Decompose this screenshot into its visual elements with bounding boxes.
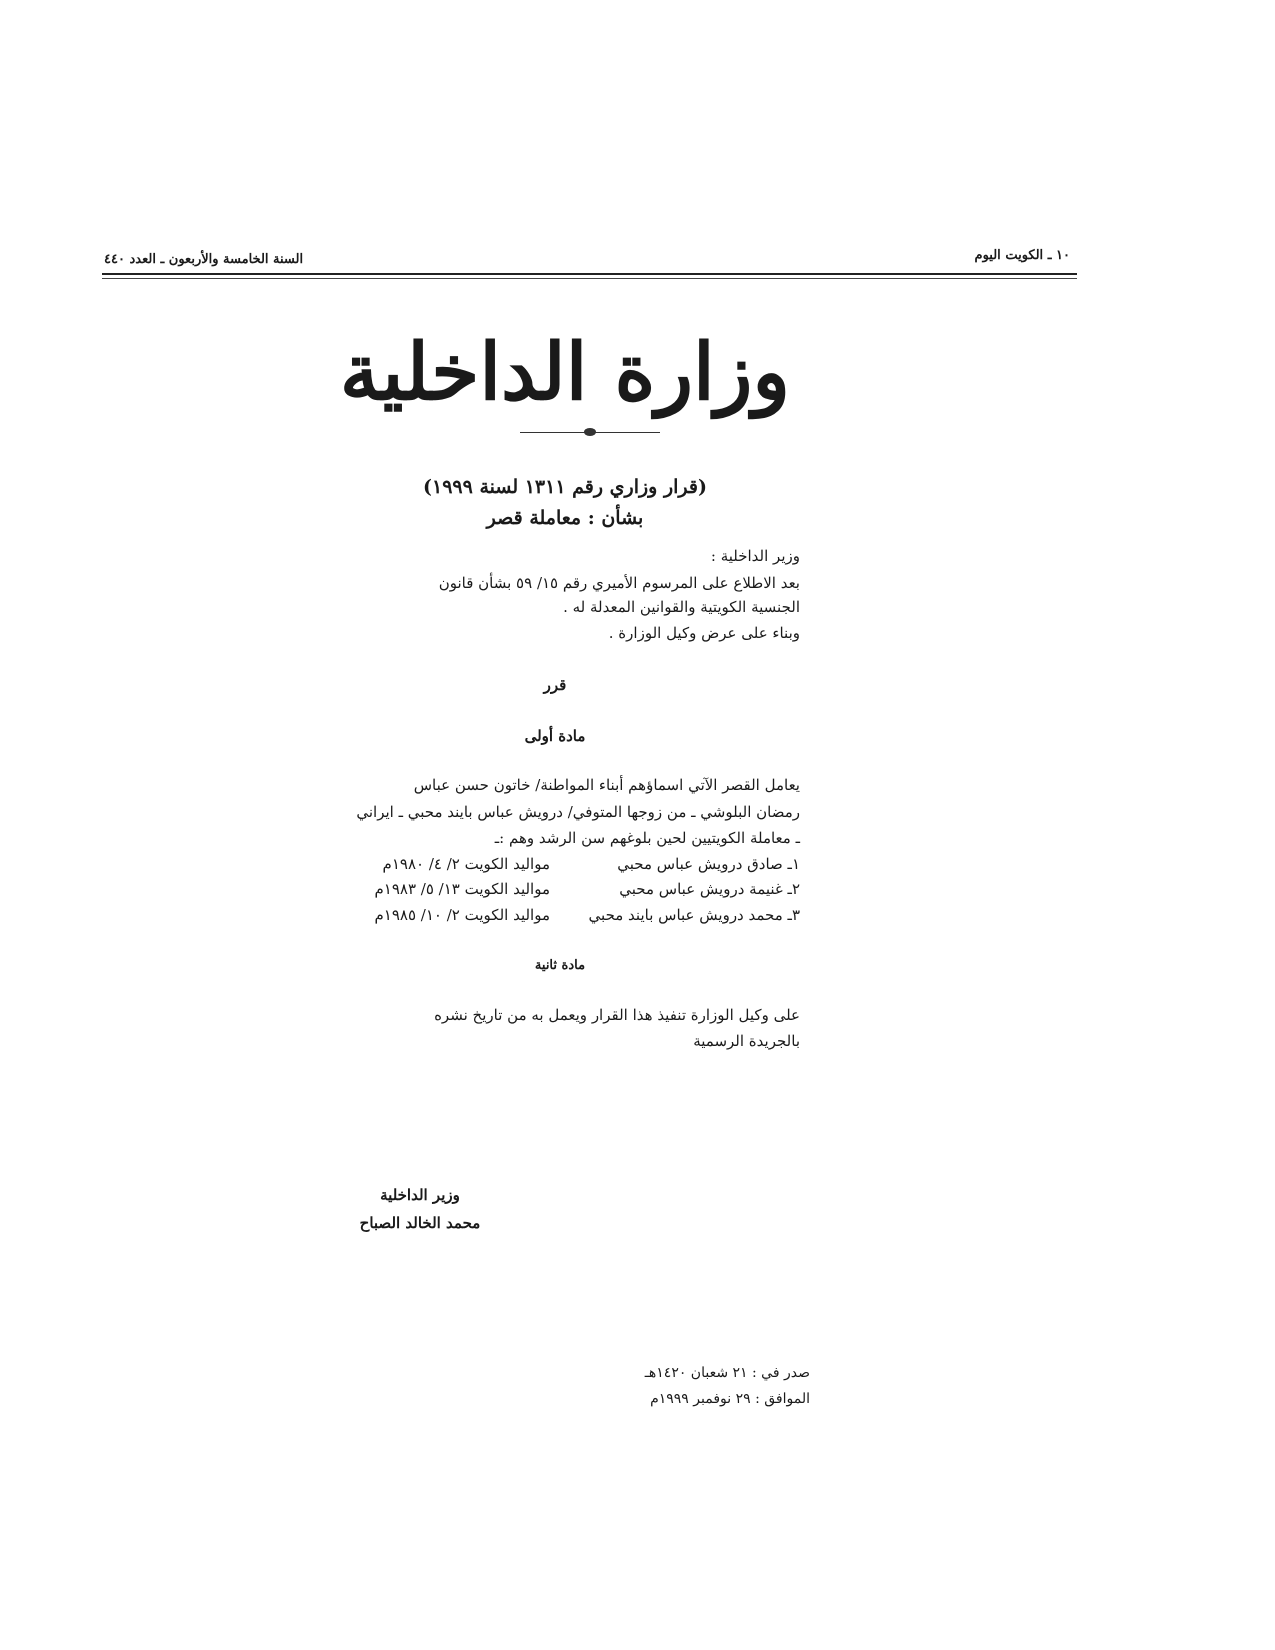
article-one-heading: مادة أولى [524, 727, 586, 745]
preamble-line: وزير الداخلية : [710, 547, 800, 565]
person-birth: مواليد الكويت ١٣/ ٥/ ١٩٨٣م [374, 880, 550, 898]
person-name: ٢ـ غنيمة درويش عباس محبي [619, 880, 800, 898]
title-ornament-dot [584, 428, 596, 436]
decision-title: (قرار وزاري رقم ١٣١١ لسنة ١٩٩٩) [423, 476, 707, 498]
signature-title: وزير الداخلية [380, 1186, 460, 1204]
person-birth: مواليد الكويت ٢/ ٤/ ١٩٨٠م [382, 855, 550, 873]
corresponding-date: الموافق : ٢٩ نوفمبر ١٩٩٩م [650, 1391, 810, 1407]
decided-label: قرر [543, 676, 567, 694]
header-rule [102, 273, 1077, 275]
header-page-info: ١٠ ـ الكويت اليوم [974, 248, 1070, 263]
header-rule-thin [102, 278, 1077, 279]
ministry-title: وزارة الداخلية [339, 327, 791, 418]
article-two-heading: مادة ثانية [534, 958, 586, 973]
article-two-line: بالجريدة الرسمية [693, 1032, 800, 1050]
preamble-line: بعد الاطلاع على المرسوم الأميري رقم ١٥/ ٥٩ بشأن قانون [438, 574, 800, 592]
preamble-line: وبناء على عرض وكيل الوزارة . [608, 624, 800, 642]
person-name: ١ـ صادق درويش عباس محبي [617, 855, 800, 873]
signature-name: محمد الخالد الصباح [359, 1214, 481, 1232]
header-issue-info: السنة الخامسة والأربعون ـ العدد ٤٤٠ [104, 252, 304, 267]
article-one-line: رمضان البلوشي ـ من زوجها المتوفي/ درويش عباس بايند محبي ـ ايراني [356, 803, 800, 821]
issued-date: صدر في : ٢١ شعبان ١٤٢٠هـ [644, 1365, 810, 1381]
preamble-line: الجنسية الكويتية والقوانين المعدلة له . [563, 598, 800, 616]
article-two-line: على وكيل الوزارة تنفيذ هذا القرار ويعمل به من تاريخ نشره [434, 1006, 800, 1024]
person-birth: مواليد الكويت ٢/ ١٠/ ١٩٨٥م [374, 906, 550, 924]
article-one-line: يعامل القصر الآتي اسماؤهم أبناء المواطنة/ خاتون حسن عباس [413, 776, 800, 794]
person-name: ٣ـ محمد درويش عباس بايند محبي [588, 906, 800, 924]
article-one-line: ـ معاملة الكويتيين لحين بلوغهم سن الرشد وهم :ـ [494, 829, 800, 847]
decision-subject: بشأن : معاملة قصر [486, 507, 644, 529]
